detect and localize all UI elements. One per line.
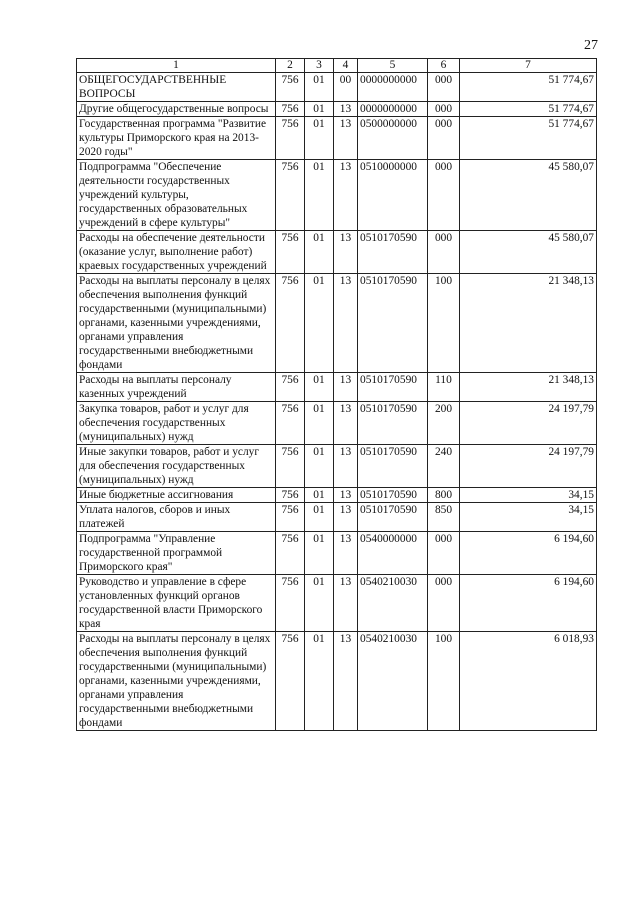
subsection-code-cell: 13 [334, 117, 358, 160]
expense-type-cell: 110 [428, 373, 460, 402]
section-code-cell: 01 [305, 373, 334, 402]
subsection-code-cell: 13 [334, 402, 358, 445]
table-row [77, 274, 597, 373]
target-article-cell: 0000000000 [358, 102, 428, 117]
table-row [77, 632, 597, 731]
expense-type-cell: 200 [428, 402, 460, 445]
table-row [77, 373, 597, 402]
table-header-row [77, 59, 597, 73]
target-article-cell: 0540210030 [358, 575, 428, 632]
subsection-code-cell: 13 [334, 274, 358, 373]
amount-cell: 24 197,79 [460, 402, 597, 445]
expense-type-cell: 240 [428, 445, 460, 488]
item-name-cell: Уплата налогов, сборов и иных платежей [77, 503, 276, 532]
expense-type-cell: 000 [428, 73, 460, 102]
expense-type-cell: 100 [428, 274, 460, 373]
subsection-code-cell: 00 [334, 73, 358, 102]
item-name-cell: ОБЩЕГОСУДАРСТВЕННЫЕ ВОПРОСЫ [77, 73, 276, 102]
table-row [77, 402, 597, 445]
section-code-cell: 01 [305, 274, 334, 373]
page-number: 27 [584, 38, 598, 53]
amount-cell: 51 774,67 [460, 117, 597, 160]
target-article-cell: 0510170590 [358, 402, 428, 445]
item-name-cell: Расходы на выплаты персоналу в целях обеспечения выполнения функций государственными (муниципальными) органами, казенными учреждениями, органами управления государственными внебюджетными фондами [77, 632, 276, 731]
expense-type-cell: 000 [428, 102, 460, 117]
subsection-code-cell: 13 [334, 503, 358, 532]
target-article-cell: 0510170590 [358, 373, 428, 402]
header-cell: 5 [358, 59, 428, 73]
table-row [77, 488, 597, 503]
grbs-code-cell: 756 [276, 102, 305, 117]
target-article-cell: 0500000000 [358, 117, 428, 160]
section-code-cell: 01 [305, 575, 334, 632]
header-cell: 3 [305, 59, 334, 73]
subsection-code-cell: 13 [334, 632, 358, 731]
amount-cell: 34,15 [460, 503, 597, 532]
grbs-code-cell: 756 [276, 532, 305, 575]
grbs-code-cell: 756 [276, 274, 305, 373]
amount-cell: 34,15 [460, 488, 597, 503]
grbs-code-cell: 756 [276, 488, 305, 503]
subsection-code-cell: 13 [334, 231, 358, 274]
item-name-cell: Иные бюджетные ассигнования [77, 488, 276, 503]
amount-cell: 51 774,67 [460, 73, 597, 102]
section-code-cell: 01 [305, 632, 334, 731]
target-article-cell: 0510170590 [358, 274, 428, 373]
item-name-cell: Расходы на выплаты персоналу казенных учреждений [77, 373, 276, 402]
amount-cell: 21 348,13 [460, 274, 597, 373]
subsection-code-cell: 13 [334, 575, 358, 632]
subsection-code-cell: 13 [334, 445, 358, 488]
section-code-cell: 01 [305, 532, 334, 575]
target-article-cell: 0540000000 [358, 532, 428, 575]
target-article-cell: 0510170590 [358, 503, 428, 532]
header-cell: 6 [428, 59, 460, 73]
section-code-cell: 01 [305, 488, 334, 503]
table-row [77, 532, 597, 575]
grbs-code-cell: 756 [276, 73, 305, 102]
expense-type-cell: 000 [428, 532, 460, 575]
grbs-code-cell: 756 [276, 575, 305, 632]
subsection-code-cell: 13 [334, 488, 358, 503]
grbs-code-cell: 756 [276, 503, 305, 532]
table-row [77, 73, 597, 102]
target-article-cell: 0510170590 [358, 488, 428, 503]
header-cell: 7 [460, 59, 597, 73]
item-name-cell: Расходы на выплаты персоналу в целях обеспечения выполнения функций государственными (муниципальными) органами, казенными учреждениями, органами управления государственными внебюджетными фондами [77, 274, 276, 373]
item-name-cell: Другие общегосударственные вопросы [77, 102, 276, 117]
target-article-cell: 0510170590 [358, 445, 428, 488]
subsection-code-cell: 13 [334, 160, 358, 231]
item-name-cell: Иные закупки товаров, работ и услуг для обеспечения государственных (муниципальных) нужд [77, 445, 276, 488]
amount-cell: 51 774,67 [460, 102, 597, 117]
item-name-cell: Подпрограмма "Обеспечение деятельности государственных учреждений культуры, государственных образовательных учреждений в сфере культуры" [77, 160, 276, 231]
subsection-code-cell: 13 [334, 373, 358, 402]
item-name-cell: Закупка товаров, работ и услуг для обеспечения государственных (муниципальных) нужд [77, 402, 276, 445]
section-code-cell: 01 [305, 445, 334, 488]
expense-type-cell: 100 [428, 632, 460, 731]
table-body [77, 73, 597, 731]
section-code-cell: 01 [305, 402, 334, 445]
budget-table [76, 58, 597, 731]
expense-type-cell: 000 [428, 231, 460, 274]
header-cell: 2 [276, 59, 305, 73]
expense-type-cell: 000 [428, 160, 460, 231]
expense-type-cell: 000 [428, 575, 460, 632]
table-row [77, 160, 597, 231]
section-code-cell: 01 [305, 503, 334, 532]
section-code-cell: 01 [305, 231, 334, 274]
section-code-cell: 01 [305, 117, 334, 160]
section-code-cell: 01 [305, 102, 334, 117]
expense-type-cell: 850 [428, 503, 460, 532]
amount-cell: 6 194,60 [460, 532, 597, 575]
amount-cell: 6 194,60 [460, 575, 597, 632]
amount-cell: 45 580,07 [460, 231, 597, 274]
table-row [77, 575, 597, 632]
expense-type-cell: 800 [428, 488, 460, 503]
item-name-cell: Государственная программа "Развитие культуры Приморского края на 2013-2020 годы" [77, 117, 276, 160]
grbs-code-cell: 756 [276, 402, 305, 445]
grbs-code-cell: 756 [276, 373, 305, 402]
table-row [77, 102, 597, 117]
grbs-code-cell: 756 [276, 231, 305, 274]
table-row [77, 117, 597, 160]
grbs-code-cell: 756 [276, 632, 305, 731]
target-article-cell: 0510170590 [358, 231, 428, 274]
table-row [77, 231, 597, 274]
grbs-code-cell: 756 [276, 160, 305, 231]
grbs-code-cell: 756 [276, 445, 305, 488]
section-code-cell: 01 [305, 73, 334, 102]
table-row [77, 445, 597, 488]
amount-cell: 6 018,93 [460, 632, 597, 731]
header-cell: 4 [334, 59, 358, 73]
item-name-cell: Подпрограмма "Управление государственной программой Приморского края" [77, 532, 276, 575]
item-name-cell: Расходы на обеспечение деятельности (оказание услуг, выполнение работ) краевых государственных учреждений [77, 231, 276, 274]
subsection-code-cell: 13 [334, 532, 358, 575]
section-code-cell: 01 [305, 160, 334, 231]
subsection-code-cell: 13 [334, 102, 358, 117]
header-cell: 1 [77, 59, 276, 73]
target-article-cell: 0540210030 [358, 632, 428, 731]
amount-cell: 24 197,79 [460, 445, 597, 488]
target-article-cell: 0510000000 [358, 160, 428, 231]
item-name-cell: Руководство и управление в сфере установленных функций органов государственной власти Приморского края [77, 575, 276, 632]
grbs-code-cell: 756 [276, 117, 305, 160]
amount-cell: 45 580,07 [460, 160, 597, 231]
amount-cell: 21 348,13 [460, 373, 597, 402]
target-article-cell: 0000000000 [358, 73, 428, 102]
expense-type-cell: 000 [428, 117, 460, 160]
table-row [77, 503, 597, 532]
